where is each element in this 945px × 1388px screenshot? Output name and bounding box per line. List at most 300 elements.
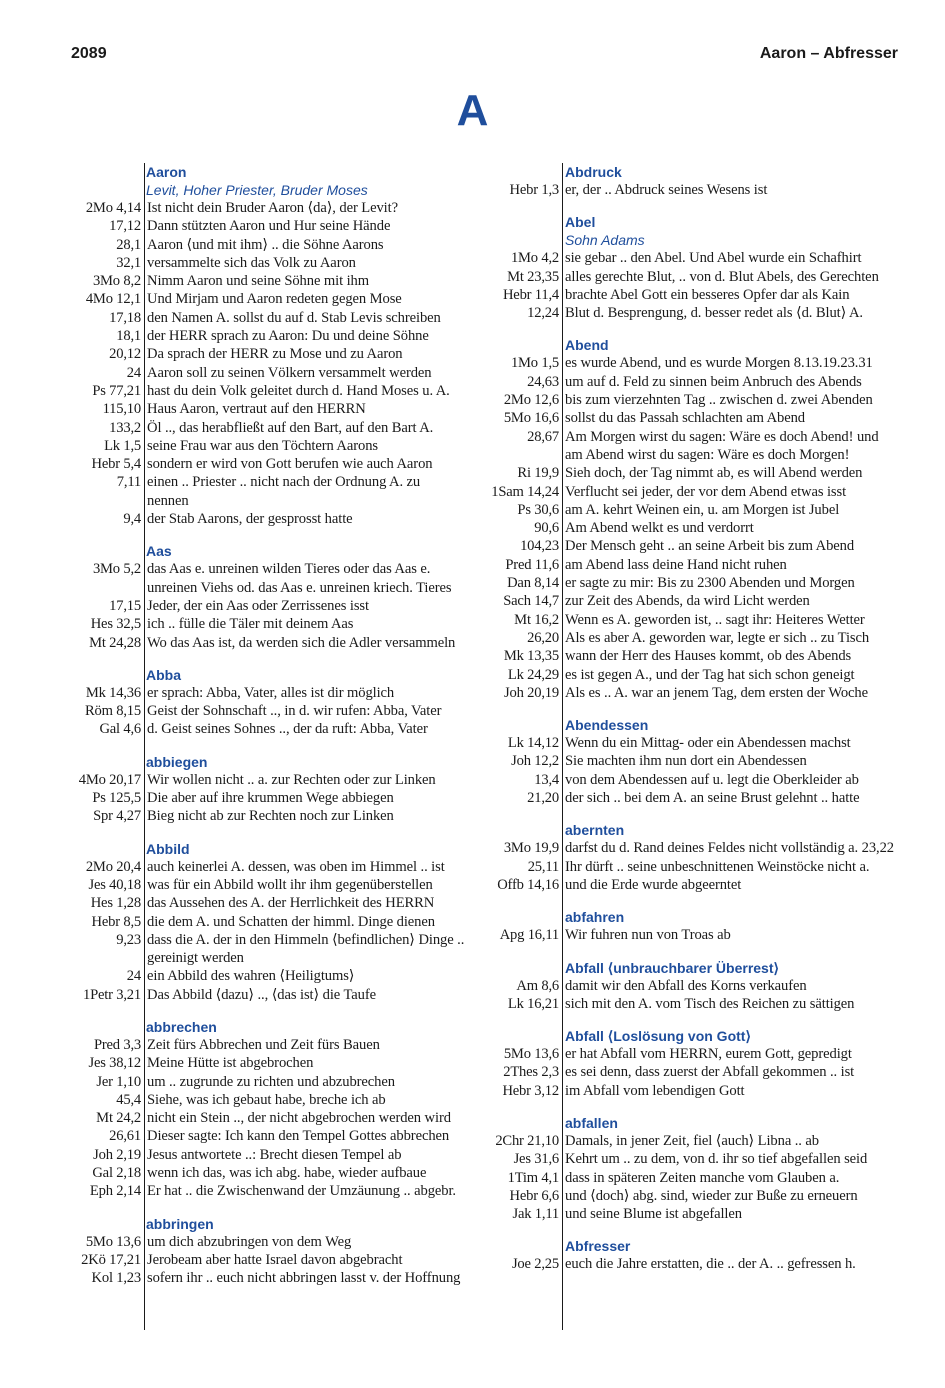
dictionary-entry [470,336,905,702]
dictionary-entry [58,542,483,651]
verse-line [470,519,905,537]
verse-text: Geist der Sohnschaft .., in d. wir rufen: Abba, Vater [147,703,442,720]
verse-line [58,327,483,345]
verse-text: Aaron ⟨und mit ihm⟩ .. die Söhne Aarons [147,236,384,253]
verse-text: Zeit fürs Abbrechen und Zeit fürs Bauen [147,1036,380,1053]
verse-text: er sagte zu mir: Bis zu 2300 Abenden und Morgen [565,575,855,592]
verse-reference: 9,23 [116,931,141,948]
verse-text: d. Geist seines Sohnes .., der da ruft: Abba, Vater [147,721,428,738]
verse-text: Siehe, was ich gebaut habe, breche ich ab [147,1091,386,1108]
verse-line [58,858,483,876]
verse-text: Das Abbild ⟨dazu⟩ .., ⟨das ist⟩ die Taufe [147,986,376,1003]
verse-line [58,615,483,633]
verse-reference: 1Sam 14,24 [491,483,559,500]
verse-text: sie gebar .. den Abel. Und Abel wurde ein Schafhirt [565,250,862,267]
verse-text: Wir fuhren nun von Troas ab [565,927,731,944]
verse-text: auch keinerlei A. dessen, was oben im Himmel .. ist [147,858,445,875]
verse-line [470,1169,905,1187]
verse-text: gereinigt werden [147,950,244,967]
verse-reference: Mk 13,35 [503,648,559,665]
verse-reference: Hebr 5,4 [91,456,141,473]
verse-line [58,364,483,382]
verse-reference: 12,24 [527,305,559,322]
verse-line [470,592,905,610]
verse-line [470,556,905,574]
verse-text: Der Mensch geht .. an seine Arbeit bis zum Abend [565,538,855,555]
verse-reference: Lk 16,21 [507,995,559,1012]
verse-line [470,734,905,752]
dictionary-entry [470,716,905,807]
verse-reference: Lk 24,29 [507,666,559,683]
entry-headword: Abfresser [565,1238,631,1255]
entry-headword: Abend [565,337,609,354]
verse-text: Damals, in jener Zeit, fiel ⟨auch⟩ Libna .. ab [565,1132,819,1149]
verse-text: Sie machten ihm nun dort ein Abendessen [565,753,807,770]
verse-line [58,309,483,327]
verse-line [58,894,483,912]
verse-reference: Eph 2,14 [89,1183,141,1200]
verse-text: Am Abend welkt es und verdorrt [565,520,754,537]
verse-reference: 9,4 [123,511,141,528]
verse-text: Er hat .. die Zwischenwand der Umzäunung .. abgebr. [147,1183,456,1200]
verse-text: das Aussehen des A. der Herrlichkeit des HERRN [147,895,435,912]
verse-line [470,1187,905,1205]
verse-line [470,876,905,894]
verse-line [58,579,483,597]
verse-reference: Ri 19,9 [517,465,559,482]
dictionary-entry [470,1237,905,1273]
verse-text: Verflucht sei jeder, der vor dem Abend etwas isst [565,483,847,500]
verse-text: darfst du d. Rand deines Feldes nicht vollständig a. 23,22 [565,840,894,857]
verse-line [470,858,905,876]
verse-line [58,876,483,894]
verse-reference: Lk 14,12 [507,735,559,752]
verse-line [58,1073,483,1091]
verse-line [58,236,483,254]
verse-text: Dieser sagte: Ich kann den Tempel Gottes abbrechen [147,1128,450,1145]
verse-text: Ihr dürft .. seine unbeschnittenen Weinstöcke nicht a. [565,858,870,875]
verse-reference: Hes 1,28 [90,895,141,912]
verse-text: einen .. Priester .. nicht nach der Ordnung A. zu [147,474,421,491]
verse-line [58,702,483,720]
verse-text: seine Frau war aus den Töchtern Aarons [147,437,378,454]
entry-headword: Abbild [146,840,190,857]
verse-text: er hat Abfall vom HERRN, eurem Gott, gepredigt [565,1046,852,1063]
dictionary-entry [470,213,905,322]
verse-reference: 2Chr 21,10 [495,1132,559,1149]
verse-text: am Abend wirst du sagen: Wäre es doch Morgen! [565,446,850,463]
verse-text: Da sprach der HERR zu Mose und zu Aaron [147,346,403,363]
verse-line [58,419,483,437]
verse-reference: 28,1 [116,236,141,253]
verse-text: um .. zugrunde zu richten und abzubrechen [147,1073,395,1090]
entry-subtitle: Sohn Adams [565,232,645,249]
verse-reference: Hebr 6,6 [509,1187,559,1204]
dictionary-entry [470,959,905,1014]
verse-reference: Joh 20,19 [504,684,559,701]
verse-text: und die Erde wurde abgeerntet [565,876,742,893]
verse-reference: 1Petr 3,21 [83,986,141,1003]
verse-reference: 25,11 [527,858,559,875]
verse-reference: 3Mo 5,2 [92,561,141,578]
verse-text: von dem Abendessen auf u. legt die Oberkleider ab [565,771,859,788]
dictionary-entry [470,163,905,199]
verse-reference: Am 8,6 [516,977,559,994]
verse-text: unreinen Viehs od. das Aas e. unreinen kriech. Tieres [147,579,452,596]
verse-text: Die aber auf ihre krummen Wege abbiegen [147,790,394,807]
verse-line [470,771,905,789]
verse-reference: 24 [126,364,141,381]
verse-line [470,926,905,944]
entry-headword: Aas [146,543,172,560]
verse-line [470,1150,905,1168]
verse-reference: 2Mo 20,4 [85,858,141,875]
verse-text: dass die A. der in den Himmeln ⟨befindlichen⟩ Dinge .. [147,931,465,948]
verse-line [470,483,905,501]
verse-reference: Lk 1,5 [104,437,141,454]
verse-reference: 2Thes 2,3 [503,1064,559,1081]
verse-line [58,345,483,363]
verse-line [58,807,483,825]
verse-line [470,446,905,464]
verse-text: Ist nicht dein Bruder Aaron ⟨da⟩, der Levit? [147,200,398,216]
dictionary-entry [470,1027,905,1100]
verse-reference: 17,12 [109,218,141,235]
verse-text: die dem A. und Schatten der himml. Dinge dienen [147,913,435,930]
verse-reference: Joh 2,19 [93,1146,141,1163]
verse-reference: Jer 1,10 [96,1073,141,1090]
verse-line [58,771,483,789]
verse-reference: 2Kö 17,21 [81,1251,141,1268]
dictionary-entry [470,908,905,944]
entry-headword: Aaron [146,164,187,180]
verse-text: Wo das Aas ist, da werden sich die Adler versammeln [147,634,456,651]
verse-line [470,1082,905,1100]
verse-text: um auf d. Feld zu sinnen beim Anbruch des Abends [565,373,862,390]
verse-line [470,629,905,647]
verse-line [470,1045,905,1063]
verse-line [58,720,483,738]
verse-reference: Offb 14,16 [497,876,559,893]
verse-line [58,217,483,235]
verse-reference: Mk 14,36 [85,684,141,701]
verse-line [470,647,905,665]
verse-line [58,789,483,807]
verse-text: am A. kehrt Weinen ein, u. am Morgen ist Jubel [565,501,840,518]
verse-reference: Ps 30,6 [517,501,559,518]
verse-line [470,611,905,629]
verse-line [470,391,905,409]
verse-reference: 13,4 [534,771,559,788]
verse-line [58,199,483,217]
verse-reference: 20,12 [109,346,141,363]
verse-line [470,409,905,427]
verse-text: und ⟨doch⟩ abg. sind, wieder zur Buße zu erneuern [565,1187,858,1204]
verse-reference: 5Mo 13,6 [503,1046,559,1063]
verse-reference: 3Mo 8,2 [92,273,141,290]
entry-headword: abfahren [565,909,625,926]
verse-reference: Hebr 1,3 [509,182,559,198]
verse-line [58,473,483,491]
verse-reference: 1Mo 4,2 [510,250,559,267]
verse-line [58,634,483,652]
verse-reference: Jes 38,12 [88,1055,141,1072]
verse-text: Als es aber A. geworden war, legte er sich .. zu Tisch [565,629,870,646]
verse-line [470,789,905,807]
entry-headword: Abba [146,666,181,683]
verse-text: damit wir den Abfall des Korns verkaufen [565,977,807,994]
verse-text: der sich .. bei dem A. an seine Brust gelehnt .. hatte [565,790,860,807]
verse-text: sondern er wird von Gott berufen wie auch Aaron [147,456,433,473]
verse-text: zur Zeit des Abends, da wird Licht werden [565,593,810,610]
verse-text: Wenn es A. geworden ist, .. sagt ihr: Heiteres Wetter [565,611,865,628]
verse-text: Am Morgen wirst du sagen: Wäre es doch Abend! und [565,428,879,445]
verse-line [58,949,483,967]
verse-text: Meine Hütte ist abgebrochen [147,1055,314,1072]
verse-line [470,752,905,770]
verse-text: Aaron soll zu seinen Völkern versammelt werden [147,364,432,381]
verse-reference: 17,18 [109,309,141,326]
verse-line [58,1036,483,1054]
verse-reference: Joh 12,2 [511,753,559,770]
verse-text: hast du dein Volk geleitet durch d. Hand Moses u. A. [147,382,450,399]
verse-text: was für ein Abbild wollt ihr ihm gegenüberstellen [147,876,433,893]
verse-reference: Jes 31,6 [513,1151,559,1168]
verse-line [58,1109,483,1127]
entry-headword: Abfall ⟨Loslösung von Gott⟩ [565,1028,751,1045]
dictionary-entry [58,163,483,528]
dictionary-entry [58,1215,483,1288]
verse-reference: 4Mo 20,17 [78,771,141,788]
verse-text: ich .. fülle die Täler mit deinem Aas [147,616,354,633]
verse-line [470,501,905,519]
verse-line [470,1255,905,1273]
verse-line [470,977,905,995]
verse-line [470,995,905,1013]
verse-line [470,1063,905,1081]
verse-reference: 104,23 [520,538,559,555]
dictionary-entry [58,666,483,739]
verse-text: dass in späteren Zeiten manche vom Glauben a. [565,1169,840,1186]
verse-reference: 32,1 [116,254,141,271]
verse-line [58,272,483,290]
verse-line [58,1091,483,1109]
verse-text: nennen [147,492,189,509]
verse-text: Wenn du ein Mittag- oder ein Abendessen machst [565,735,851,752]
verse-reference [470,446,562,464]
entry-headword: abfallen [565,1114,618,1131]
verse-reference: Hebr 8,5 [91,913,141,930]
verse-line [470,537,905,555]
verse-reference: Sach 14,7 [503,593,559,610]
verse-reference: Röm 8,15 [85,703,141,720]
verse-line [58,1251,483,1269]
verse-text: ein Abbild des wahren ⟨Heiligtums⟩ [147,968,355,985]
verse-reference: Pred 11,6 [505,556,559,573]
verse-text: nicht ein Stein .., der nicht abgebrochen werden wird [147,1110,451,1127]
verse-line [58,492,483,510]
verse-text: es ist gegen A., und der Tag hat sich schon geneigt [565,666,855,683]
verse-reference: 1Tim 4,1 [507,1169,559,1186]
page-number: 2089 [71,45,107,62]
verse-reference: Mt 16,2 [514,611,559,628]
verse-line [58,684,483,702]
verse-text: bis zum vierzehnten Tag .. zwischen d. zwei Abenden [565,392,873,409]
verse-line [58,290,483,308]
verse-line [58,1233,483,1251]
verse-line [470,666,905,684]
verse-line [470,373,905,391]
verse-line [58,986,483,1004]
verse-reference: Kol 1,23 [91,1270,141,1287]
verse-line [58,560,483,578]
verse-text: wenn ich das, was ich abg. habe, wieder aufbaue [147,1165,427,1182]
verse-line [470,181,905,199]
verse-text: Jesus antwortete ..: Brecht diesen Tempel ab [147,1146,402,1163]
verse-reference: 1Mo 1,5 [510,355,559,372]
verse-text: Jerobeam aber hatte Israel davon abgebracht [147,1251,403,1268]
verse-reference: 24,63 [527,373,559,390]
verse-line [470,249,905,267]
verse-reference: 2Mo 4,14 [85,200,141,216]
verse-line [470,464,905,482]
running-head: Aaron – Abfresser [759,45,898,62]
entry-headword: Abdruck [565,164,622,180]
verse-line [58,1164,483,1182]
verse-reference: Hebr 3,12 [502,1082,559,1099]
dictionary-entry [470,821,905,894]
verse-reference: Hebr 11,4 [502,286,559,303]
verse-reference: Dan 8,14 [507,575,559,592]
verse-reference: Pred 3,3 [93,1036,141,1053]
verse-text: Öl .., das herabfließt auf den Bart, auf den Bart A. [147,419,434,436]
verse-reference [58,492,144,510]
entry-headword: Abfall ⟨unbrauchbarer Überrest⟩ [565,959,779,976]
verse-line [58,254,483,272]
verse-reference: 26,20 [527,629,559,646]
verse-text: wann der Herr des Hauses kommt, ob des Abends [565,648,852,665]
verse-reference: Jak 1,11 [512,1206,559,1223]
verse-text: das Aas e. unreinen wilden Tieres oder das Aas e. [147,561,431,578]
verse-reference: 45,4 [116,1091,141,1108]
verse-reference: Gal 2,18 [92,1165,141,1182]
verse-text: Jeder, der ein Aas oder Zerrissenes isst [147,597,369,614]
verse-line [58,1269,483,1287]
verse-text: am Abend lass deine Hand nicht ruhen [565,556,787,573]
verse-line [470,1205,905,1223]
entry-subtitle: Levit, Hoher Priester, Bruder Moses [146,182,368,198]
verse-reference: 90,6 [534,520,559,537]
verse-line [58,1146,483,1164]
verse-text: sollst du das Passah schlachten am Abend [565,410,806,427]
verse-reference: 115,10 [102,401,141,418]
verse-text: den Namen A. sollst du auf d. Stab Levis schreiben [147,309,441,326]
verse-line [470,268,905,286]
verse-text: Haus Aaron, vertraut auf den HERRN [147,401,366,418]
entry-headword: abbiegen [146,753,208,770]
verse-text: um dich abzubringen von dem Weg [147,1233,352,1250]
verse-reference: 133,2 [109,419,141,436]
verse-reference: 17,15 [109,597,141,614]
verse-line [470,304,905,322]
verse-reference [58,949,144,967]
verse-reference: Mt 23,35 [507,268,559,285]
entry-headword: Abendessen [565,717,649,734]
verse-text: Sieh doch, der Tag nimmt ab, es will Abend werden [565,465,863,482]
right-column [470,163,905,1288]
verse-reference: 26,61 [109,1128,141,1145]
verse-text: Als es .. A. war an jenem Tag, dem ersten der Woche [565,684,868,701]
entry-headword: abbringen [146,1215,214,1232]
dictionary-entry [470,1114,905,1223]
verse-reference: Jes 40,18 [88,876,141,893]
verse-line [58,1127,483,1145]
verse-reference: 4Mo 12,1 [85,291,141,308]
verse-reference: Mt 24,28 [89,634,141,651]
verse-reference: Apg 16,11 [499,927,559,944]
verse-line [470,684,905,702]
verse-reference: 5Mo 13,6 [85,1233,141,1250]
verse-line [58,1182,483,1200]
verse-text: brachte Abel Gott ein besseres Opfer dar als Kain [565,286,850,303]
verse-text: Bieg nicht ab zur Rechten noch zur Linken [147,808,394,825]
verse-text: er sprach: Abba, Vater, alles ist dir möglich [147,684,395,701]
verse-text: Und Mirjam und Aaron redeten gegen Mose [147,291,402,308]
verse-line [58,1054,483,1072]
verse-text: Dann stützten Aaron und Hur seine Hände [147,218,391,235]
verse-text: im Abfall vom lebendigen Gott [565,1082,745,1099]
verse-reference: 3Mo 19,9 [503,840,559,857]
verse-line [470,1132,905,1150]
verse-text: sich mit den A. vom Tisch des Reichen zu sättigen [565,995,855,1012]
verse-line [58,400,483,418]
verse-reference [58,579,144,597]
verse-text: es wurde Abend, und es wurde Morgen 8.13.19.23.31 [565,355,873,372]
verse-text: alles gerechte Blut, .. von d. Blut Abels, des Gerechten [565,268,879,285]
verse-reference: Gal 4,6 [99,721,141,738]
dictionary-entry [58,840,483,1004]
verse-reference: 7,11 [116,474,141,491]
verse-line [470,839,905,857]
verse-text: versammelte sich das Volk zu Aaron [147,254,356,271]
verse-text: der HERR sprach zu Aaron: Du und deine Söhne [147,328,429,345]
verse-reference: 28,67 [527,428,559,445]
verse-text: Nimm Aaron und seine Söhne mit ihm [147,273,369,290]
verse-line [470,428,905,446]
verse-reference: 5Mo 16,6 [503,410,559,427]
verse-line [58,510,483,528]
verse-text: er, der .. Abdruck seines Wesens ist [565,182,768,198]
verse-line [58,967,483,985]
left-column [58,163,483,1302]
verse-text: sofern ihr .. euch nicht abbringen lasst v. der Hoffnung [147,1270,461,1287]
verse-reference: Ps 77,21 [92,382,141,399]
verse-text: Blut d. Besprengung, d. besser redet als ⟨d. Blut⟩ A. [565,305,863,322]
verse-reference: 2Mo 12,6 [503,392,559,409]
verse-reference: 24 [126,968,141,985]
verse-line [470,286,905,304]
section-letter: A [456,86,489,135]
verse-reference: Spr 4,27 [93,808,141,825]
dictionary-entry [58,753,483,826]
entry-headword: Abel [565,214,596,231]
verse-reference: Mt 24,2 [96,1110,141,1127]
entry-headword: abernten [565,822,625,839]
verse-reference: Ps 125,5 [92,790,141,807]
verse-line [58,382,483,400]
verse-line [470,574,905,592]
verse-text: der Stab Aarons, der gesprosst hatte [147,511,353,528]
